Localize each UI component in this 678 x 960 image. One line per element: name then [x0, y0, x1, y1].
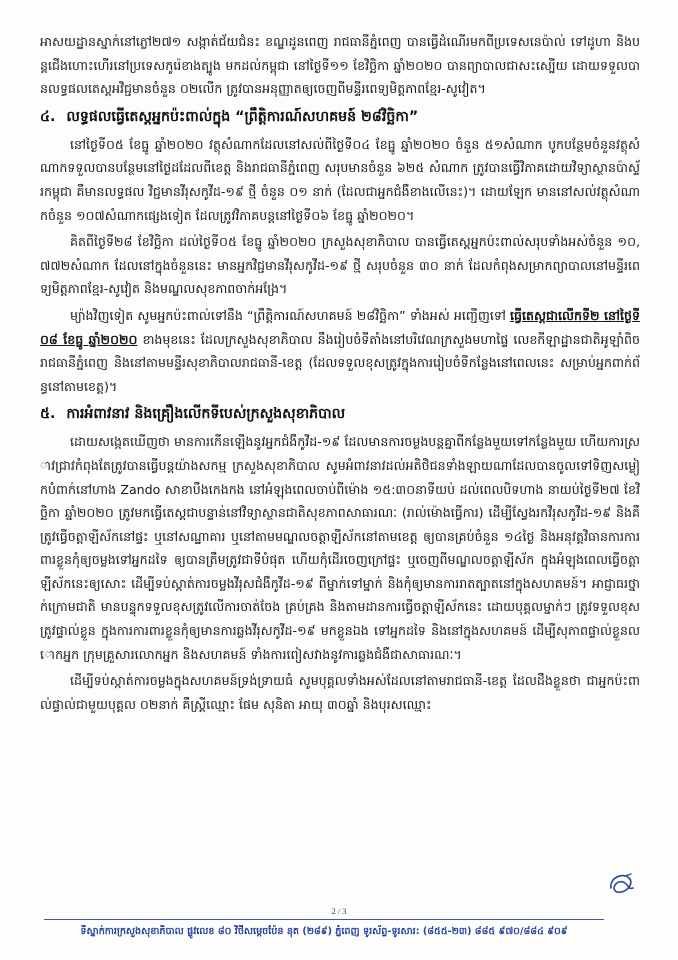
section-4-number: ៤. — [40, 108, 56, 125]
section-5-title: ការអំពាវនាវ និងគ្រឿងលើកទីបេស់ក្រសួងសុខាភិបាល — [66, 406, 346, 423]
section-4-paragraph-3-lead: ម្យ៉ាងវិញទៀត សូមអ្នកប៉ះពាល់ទៅនឹង “ព្រឹត្តិការណ៍សហគមន៍ ២៨វិច្ឆិកា” ទាំងអស់ អញ្ជើញទៅ — [70, 307, 511, 323]
retest-date-emphasis: ធ្វើតេស្តជាលើកទី២ នៅថ្ងៃទី០៨ ខែធ្នូ ឆ្នាំ២០២០ — [40, 307, 640, 347]
section-5-number: ៥. — [40, 406, 56, 423]
document-body — [40, 30, 640, 898]
page-number: 2 / 3 — [331, 906, 347, 916]
section-5-paragraph-1: ដោយសង្កេតឃើញថា មានការកើនឡើងនូវអ្នកជំងឺកូវីដ-១៩ ដែលមានការចម្លងបន្តគ្នាពីកន្លែងមួយទៅកន្លែងមួយ ហើយការស្រាវជ្រាវកំពុងតែត្រូវបានធ្វើបន្តយ៉ាងសកម្ម ក្រសួងសុខាភិបាល សូមអំពាវនាវដល់អតិថិជនទាំងឡាយណាដែលបានចូលទៅទិញសម្លៀកបំពាក់នៅហាង Zando សាខាបឹងកេងកង នៅអំឡុងពេលចាប់ពីម៉ោង ១៥:៣០នាទីយប់ ដល់ពេលបិទហាង នាយប់ថ្ងៃទី២៧ ខែវិច្ឆិកា ឆ្នាំ២០២០ ត្រូវមកធ្វើតេស្តជាបន្ទាន់នៅវិទ្យាស្ថានជាតិសុខភាពសាធារណៈ (រាល់ម៉ោងធ្វើការ) ដើម្បីស្វែងរកវីរុសកូវីដ-១៩ និងគឺត្រូវធ្វើចត្តាឡីស័កនៅផ្ទះ ឬនៅសណ្ឋាគារ ឬនៅតាមមណ្ឌលចត្តាឡីស័កនៅតាមខេត្ត ឲ្យបានគ្រប់ចំនួន ១៤ថ្ងៃ និងអនុវត្តវិធានការការពារខ្លួនកុំឲ្យចម្លងទៅអ្នកដទៃ ឲ្យបានត្រឹមត្រូវជាទីបំផុត ហើយកុំដើរចេញក្រៅផ្ទះ ឬចេញពីមណ្ឌលចត្តាឡីស័ក ក្នុងអំឡុងពេលធ្វើចត្តាឡីស័កនេះឲ្យសោះ ដើម្បីទប់ស្កាត់ការចម្លងវីរុសជំងឺកូវីដ-១៩ ពីម្នាក់ទៅម្នាក់ និងកុំឲ្យមានការរាតត្បាតនៅក្នុងសហគមន៍។ អាជ្ញាធរថ្នាក់ក្រោមជាតិ មានបន្ទុកទទួលខុសត្រូវលើការចាត់ចែង គ្រប់គ្រង និងតាមដានការធ្វើចត្តាឡីស័កនេះ ដោយបុគ្គលម្នាក់ៗ ត្រូវទទួលខុសត្រូវផ្ទាល់ខ្លួន ក្នុងការការពារខ្លួនកុំឲ្យមានការឆ្លងវីរុសកូវីដ-១៩ មកខ្លួនឯង ទៅអ្នកដទៃ និងនៅក្នុងសហគមន៍ ដើម្បីសុភាពផ្ទាល់ខ្លួនលោកអ្នក ក្រុមគ្រួសារលោកអ្នក និងសហគមន៍ ទាំងការពៀសវាងនូវការឆ្លងជំងឺជាសាធារណៈ។ — [40, 434, 640, 662]
footer-address: ទីស្នាក់ការក្រសួងសុខាភិបាល ផ្លូវលេខ ៨០ វិថីសម្ដេចប៉ែន នុត (២៨៩) ភ្នំពេញ ទូរស័ព្ទ-ទូរសារ: (៨៥៥-២៣) ៨៨៥ ៩៧០/៨៨៤ ៩០៩ — [80, 926, 568, 937]
section-4-title: លទ្ធផលធ្វើតេស្តអ្នកប៉ះពាល់ក្នុង “ព្រឹត្តិការណ៍សហគមន៍ ២៨វិច្ឆិកា” — [66, 108, 419, 125]
section-4-paragraph-1: នៅថ្ងៃទី០៥ ខែធ្នូ ឆ្នាំ២០២០ វត្ថុសំណាកដែលនៅសល់ពីថ្ងៃទី០៤ ខែធ្នូ ឆ្នាំ២០២០ ចំនួន ៥១សំណាក បូកបន្ថែមចំនួនវត្ថុសំណាកទទួលបានបន្ថែមនៅថ្ងៃដដែលពីខេត្ត និងរាជធានីភ្នំពេញ សរុបមានចំនួន ៦២៥ សំណាក ត្រូវបានធ្វើវិភាគដោយវិទ្យាស្ថានប៉ាស្ទ័រកម្ពុជា គឺមានលទ្ធផល វិជ្ជមានវីរុសកូវីដ-១៩ ថ្មី ចំនួន ០១ នាក់ (ដែលជាអ្នកជំងឺខាងលើនេះ)។ ដោយឡែក មាននៅសល់វត្ថុសំណាកចំនួន ១០៧សំណាកផ្សេងទៀត ដែលត្រូវវិភាគបន្តនៅថ្ងៃទី០៦ ខែធ្នូ ឆ្នាំ២០២០។ — [40, 136, 640, 223]
intro-paragraph: អាសយដ្ឋានស្នាក់នៅភ្លៅ២៧១ សង្កាត់ជ័យជំនះ ខណ្ឌដូនពេញ រាជធានីភ្នំពេញ បានធ្វើដំណើរមកពីប្រទេសនេប៉ាល់ ទៅដូហា និងបន្តជើងហោះហើរនៅប្រទេសកូរ៉េខាងត្បូង មកដល់កម្ពុជា នៅថ្ងៃទី១១ ខែវិច្ឆិកា ឆ្នាំ២០២០ បានព្យាបាលជាសះស្បើយ ដោយទទួលបានលទ្ធផលតេស្តអវិជ្ជមានចំនួន ០២លើក ត្រូវបានអនុញ្ញាតឲ្យចេញពីមន្ទីរពេទ្យមិត្តភាពខ្មែរ-សូវៀត។ — [40, 34, 640, 97]
section-5-paragraph-2: ដើម្បីទប់ស្កាត់ការចម្លងក្នុងសហគមន៍ទ្រង់ទ្រាយធំ សូមបុគ្គលទាំងអស់ដែលនៅតាមរាជធានី-ខេត្ត ដែលដឹងខ្លួនថា ជាអ្នកប៉ះពាល់ផ្ទាល់ជាមួយបុគ្គល ០២នាក់ គឺស្ត្រីឈ្មោះ ផែម សុនិតា អាយុ ៣០ឆ្នាំ និងបុរសឈ្មោះ — [40, 673, 640, 712]
section-5-heading — [40, 401, 640, 427]
footer-divider — [44, 919, 604, 920]
signature-mark-icon — [605, 868, 639, 900]
section-4-paragraph-2: គិតពីថ្ងៃទី២៨ ខែវិច្ឆិកា ដល់ថ្ងៃទី០៥ ខែធ្នូ ឆ្នាំ២០២០ ក្រសួងសុខាភិបាល បានធ្វើតេស្តអ្នកប៉ះពាល់សរុបទាំងអស់ចំនួន ១០,៧៧២សំណាក ដែលនៅក្នុងចំនួននេះ មានអ្នកវិជ្ជមានវីរុសកូវីដ-១៩ ថ្មី សរុបចំនួន ៣០ នាក់ ដែលកំពុងសម្រាកព្យាបាលនៅមន្ទីរពេទ្យមិត្តភាពខ្មែរ-សូវៀត និងមណ្ឌលសុខភាពចាក់អង្រែ។ — [40, 234, 640, 297]
section-4-paragraph-3 — [40, 304, 640, 398]
section-4-paragraph-3-rest: ខាងមុខនេះ ដែលក្រសួងសុខាភិបាល នឹងរៀបចំទីតាំងនៅបរិវេណក្រសួងមហាផ្ទៃ លេខកីឡាដ្ឋានជាតិអូឡាំពិច រាជធានីភ្នំពេញ និងនៅតាមមន្ទីរសុខាភិបាលរាជធានី-ខេត្ត (ដែលទទួលខុសត្រូវក្នុងការរៀបចំទីកន្លែងនៅពេលនេះ សម្រាប់អ្នកពាក់ព័ន្ធនៅតាមខេត្ត)។ — [40, 331, 640, 394]
section-4-heading — [40, 104, 640, 130]
